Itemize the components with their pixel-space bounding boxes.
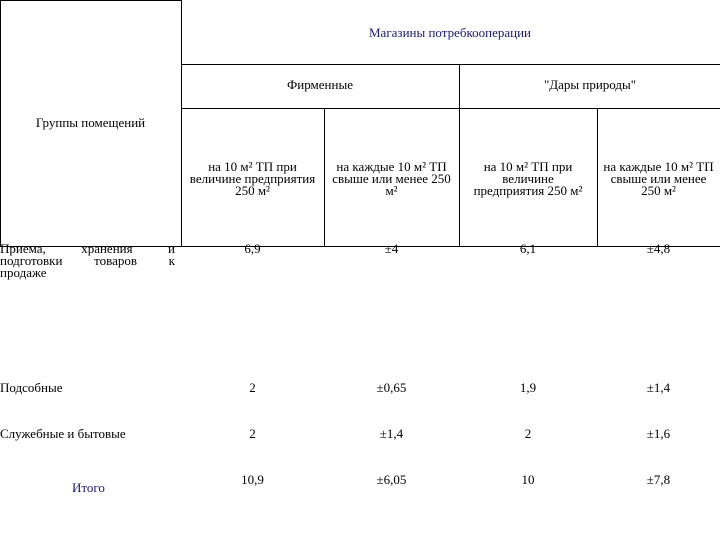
cell-value: ±7,8 <box>646 472 671 487</box>
cell-value: 10 <box>521 472 535 487</box>
row-label-auxiliary: Подсобные <box>0 380 63 395</box>
header-dary: "Дары природы" <box>543 77 637 92</box>
table-border-top <box>0 0 181 1</box>
cell-value: ±1,4 <box>646 380 671 395</box>
cell-value: ±0,65 <box>376 380 407 395</box>
column-divider <box>459 64 460 247</box>
row-label-service: Служебные и бытовые <box>0 426 126 441</box>
subheader-dary-each: на каждые 10 м² ТП свыше или менее 250 м² <box>603 159 714 198</box>
row-label-receiving: Приема, хранения и подготовки товаров к продаже <box>0 241 175 280</box>
cell-value: 2 <box>524 426 532 441</box>
subheader-dary-base: на 10 м² ТП при величине предприятия 250 м² <box>473 159 583 198</box>
cell-value: ±1,6 <box>646 426 671 441</box>
subheader-firm-base: на 10 м² ТП при величине предприятия 250 м² <box>189 159 316 198</box>
cell-value: 1,9 <box>519 380 537 395</box>
cell-value: 6,9 <box>244 241 261 256</box>
cell-value: 10,9 <box>241 472 264 487</box>
header-group-label: Группы помещений <box>35 115 146 130</box>
row-label-total: Итого <box>72 480 105 495</box>
cell-value: ±1,4 <box>379 426 404 441</box>
cell-value: ±4,8 <box>646 241 671 256</box>
header-firm: Фирменные <box>287 77 353 92</box>
cell-value: 2 <box>249 426 256 441</box>
cell-value: 6,1 <box>519 241 537 256</box>
cell-value: ±4 <box>384 241 399 256</box>
column-divider <box>181 0 182 247</box>
cell-value: ±6,05 <box>376 472 407 487</box>
cell-value: 2 <box>249 380 256 395</box>
header-main: Магазины потребкооперации <box>369 25 531 40</box>
row-divider <box>181 64 720 65</box>
subheader-firm-each: на каждые 10 м² ТП свыше или менее 250 м² <box>332 159 451 198</box>
row-divider <box>181 108 720 109</box>
